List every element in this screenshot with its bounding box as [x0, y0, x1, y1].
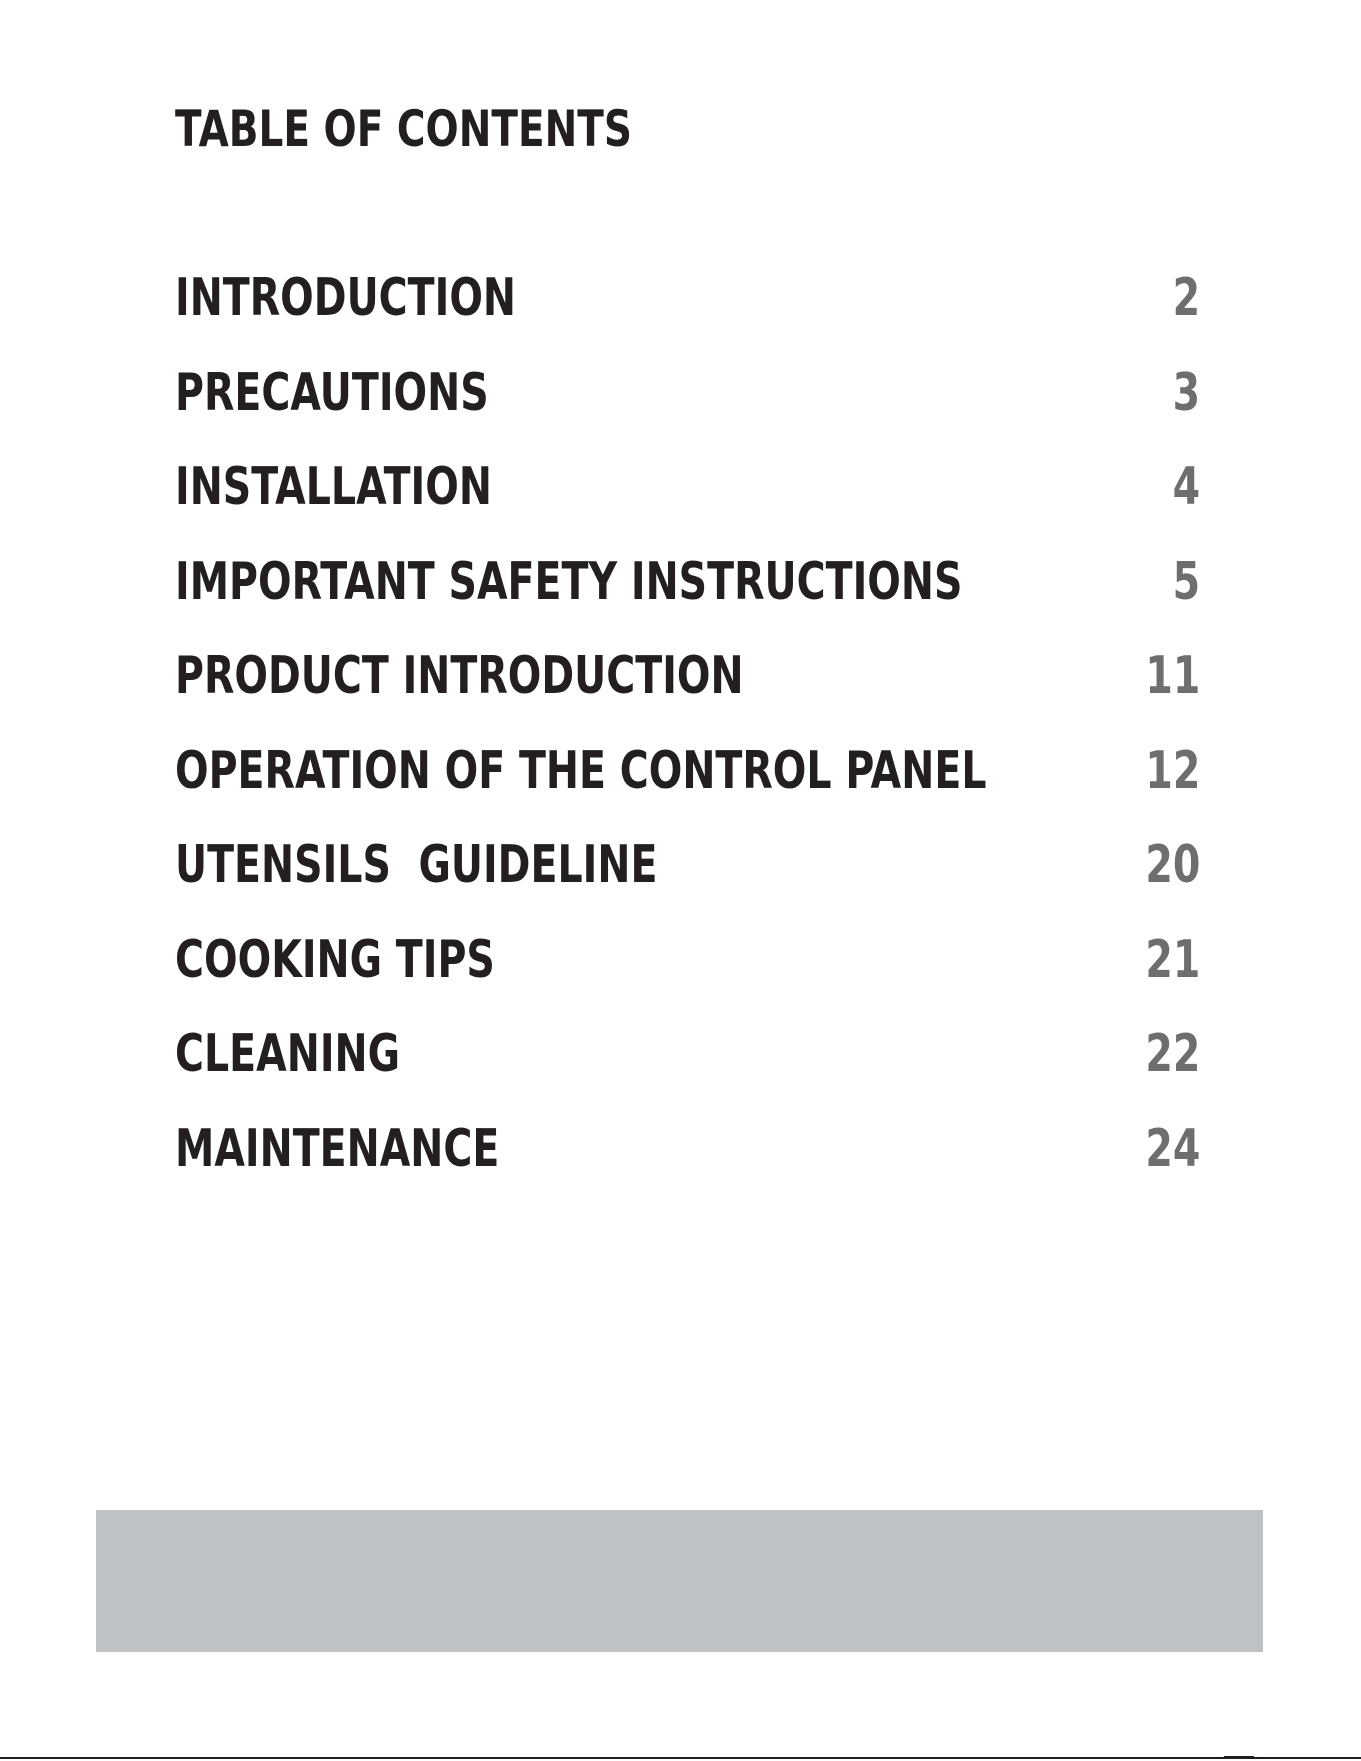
toc-list	[175, 258, 1200, 1203]
toc-entry-page-number: 3	[1172, 362, 1200, 423]
toc-entry-label: IMPORTANT SAFETY INSTRUCTIONS	[175, 551, 963, 612]
toc-entry-page-number: 20	[1144, 835, 1200, 895]
toc-entry-label: CLEANING	[175, 1024, 401, 1084]
toc-entry-page-number: 11	[1144, 646, 1200, 706]
toc-entry-label: INTRODUCTION	[175, 268, 517, 328]
toc-entry-cleaning[interactable]	[175, 1014, 1200, 1109]
corner-mark	[1224, 1756, 1254, 1758]
toc-entry-precautions[interactable]	[175, 353, 1200, 448]
toc-entry-page-number: 12	[1144, 740, 1200, 801]
toc-entry-page-number: 5	[1172, 551, 1200, 612]
toc-entry-label: UTENSILS GUIDELINE	[175, 835, 658, 895]
toc-entry-page-number: 4	[1172, 457, 1200, 517]
toc-entry-page-number: 22	[1144, 1024, 1200, 1084]
toc-entry-page-number: 2	[1172, 268, 1200, 328]
footer-band	[96, 1510, 1263, 1652]
toc-entry-page-number: 21	[1144, 929, 1200, 990]
toc-entry-introduction[interactable]	[175, 258, 1200, 353]
toc-entry-label: OPERATION OF THE CONTROL PANEL	[175, 740, 987, 801]
page-title: TABLE OF CONTENTS	[175, 100, 632, 158]
toc-entry-maintenance[interactable]	[175, 1109, 1200, 1204]
toc-entry-installation[interactable]	[175, 447, 1200, 542]
toc-entry-label: PRECAUTIONS	[175, 362, 489, 423]
toc-entry-label: COOKING TIPS	[175, 929, 495, 990]
bottom-rule	[0, 1757, 1361, 1759]
toc-entry-utensils-guideline[interactable]	[175, 825, 1200, 920]
toc-entry-label: MAINTENANCE	[175, 1118, 500, 1179]
toc-entry-operation-of-control-panel[interactable]	[175, 731, 1200, 826]
toc-entry-important-safety-instructions[interactable]	[175, 542, 1200, 637]
toc-entry-cooking-tips[interactable]	[175, 920, 1200, 1015]
toc-entry-product-introduction[interactable]	[175, 636, 1200, 731]
toc-entry-label: PRODUCT INTRODUCTION	[175, 646, 744, 706]
toc-entry-label: INSTALLATION	[175, 457, 492, 517]
toc-entry-page-number: 24	[1144, 1118, 1200, 1179]
